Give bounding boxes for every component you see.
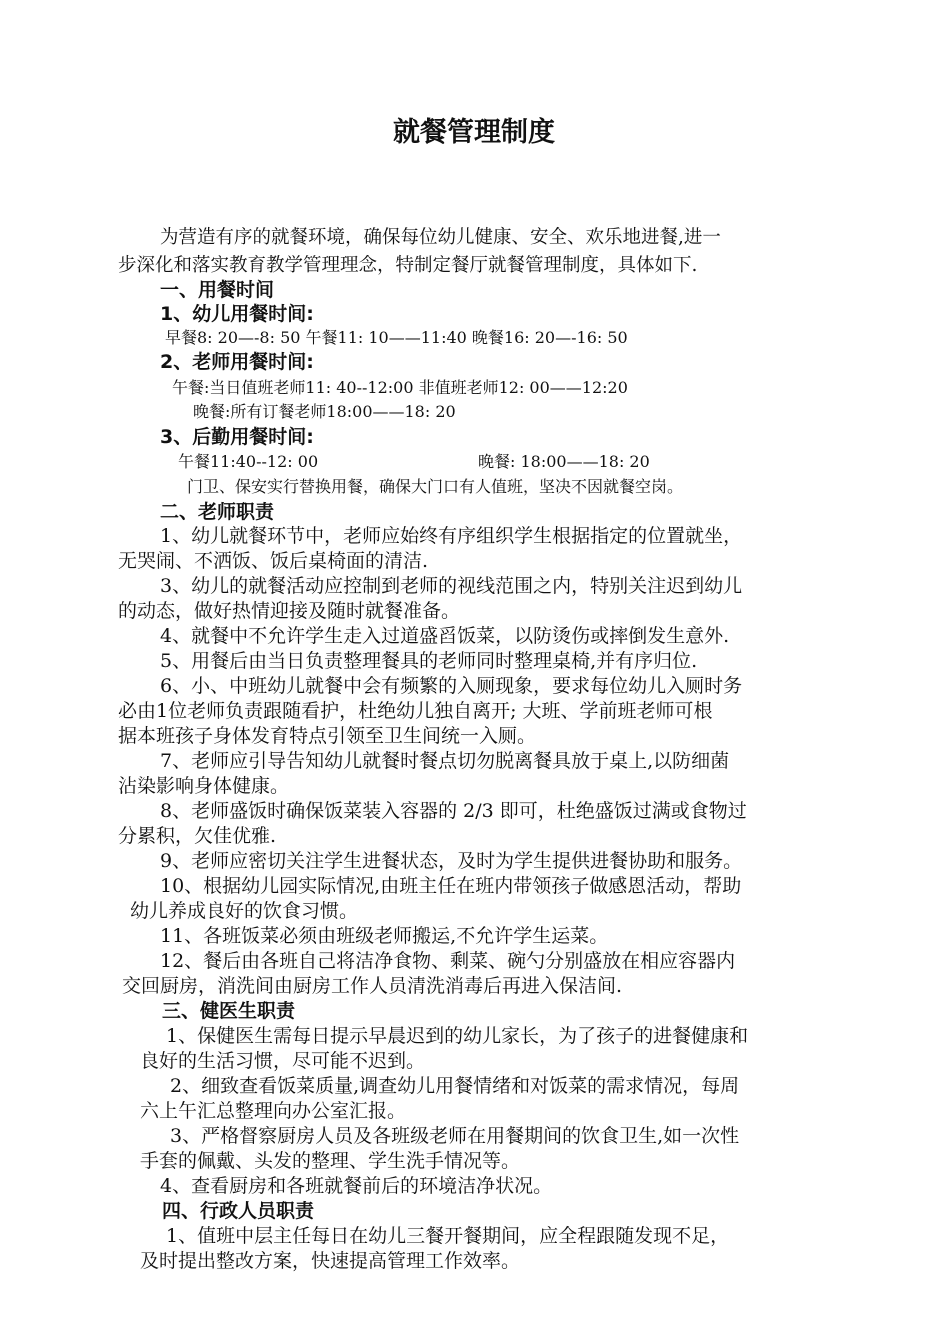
- paragraph-line: 及时提出整改方案，快速提高管理工作效率。: [140, 1250, 521, 1272]
- paragraph-line: 2、细致查看饭菜质量,调查幼儿用餐情绪和对饭菜的需求情况，每周: [170, 1075, 740, 1097]
- section-heading-admin-duties: 四、行政人员职责: [162, 1200, 315, 1222]
- paragraph-line: 幼儿养成良好的饮食习惯。: [130, 900, 359, 922]
- logistics-dinner-time: 晚餐: 18:00——18: 20: [478, 452, 650, 471]
- guard-rotation-note: 门卫、保安实行替换用餐，确保大门口有人值班，坚决不因就餐空岗。: [187, 477, 684, 496]
- logistics-lunch-time: 午餐11:40--12: 00: [178, 452, 319, 471]
- intro-line: 为营造有序的就餐环境，确保每位幼儿健康、安全、欢乐地进餐,进一: [160, 227, 721, 248]
- paragraph-line: 手套的佩戴、头发的整理、学生洗手情况等。: [140, 1150, 521, 1172]
- paragraph-line: 交回厨房，消洗间由厨房工作人员清洗消毒后再进入保洁间.: [122, 975, 623, 997]
- paragraph-line: 7、老师应引导告知幼儿就餐时餐点切勿脱离餐具放于桌上,以防细菌: [160, 750, 730, 772]
- paragraph-line: 良好的生活习惯，尽可能不迟到。: [140, 1050, 426, 1072]
- paragraph-line: 无哭闹、不洒饭、饭后桌椅面的清洁.: [118, 550, 429, 572]
- teacher-dinner-times: 晚餐:所有订餐老师18:00——18: 20: [193, 402, 456, 421]
- paragraph-line: 8、老师盛饭时确保饭菜装入容器的 2/3 即可，杜绝盛饭过满或食物过: [160, 800, 747, 822]
- paragraph-line: 4、就餐中不允许学生走入过道盛舀饭菜，以防烫伤或摔倒发生意外.: [160, 625, 730, 647]
- paragraph-line: 1、值班中层主任每日在幼儿三餐开餐期间，应全程跟随发现不足，: [166, 1225, 730, 1247]
- paragraph-line: 3、严格督察厨房人员及各班级老师在用餐期间的饮食卫生,如一次性: [170, 1125, 740, 1147]
- paragraph-line: 必由1位老师负责跟随看护，杜绝幼儿独自离开; 大班、学前班老师可根: [118, 700, 713, 722]
- section-heading-teacher-duties: 二、老师职责: [160, 501, 275, 523]
- paragraph-line: 4、查看厨房和各班就餐前后的环境洁净状况。: [160, 1175, 553, 1197]
- paragraph-line: 6、小、中班幼儿就餐中会有频繁的入厕现象，要求每位幼儿入厕时务: [160, 675, 743, 697]
- paragraph-line: 9、老师应密切关注学生进餐状态，及时为学生提供进餐协助和服务。: [160, 850, 743, 872]
- paragraph-line: 分累积，欠佳优雅.: [118, 825, 277, 847]
- paragraph-line: 1、保健医生需每日提示早晨迟到的幼儿家长，为了孩子的进餐健康和: [166, 1025, 749, 1047]
- paragraph-line: 11、各班饭菜必须由班级老师搬运,不允许学生运菜。: [160, 925, 609, 947]
- paragraph-line: 六上午汇总整理向办公室汇报。: [140, 1100, 407, 1122]
- subheading-child-meal-time: 1、幼儿用餐时间:: [160, 303, 314, 325]
- section-heading-meal-time: 一、用餐时间: [160, 279, 275, 301]
- paragraph-line: 3、幼儿的就餐活动应控制到老师的视线范围之内，特别关注迟到幼儿: [160, 575, 743, 597]
- paragraph-line: 据本班孩子身体发育特点引领至卫生间统一入厕。: [118, 725, 537, 747]
- paragraph-line: 12、餐后由各班自己将洁净食物、剩菜、碗勺分别盛放在相应容器内: [160, 950, 736, 972]
- child-meal-times: 早餐8: 20—-8: 50 午餐11: 10——11:40 晚餐16: 20—-16: 50: [165, 328, 628, 347]
- page-title: 就餐管理制度: [393, 117, 555, 148]
- paragraph-line: 的动态，做好热情迎接及随时就餐准备。: [118, 600, 461, 622]
- paragraph-line: 10、根据幼儿园实际情况,由班主任在班内带领孩子做感恩活动，帮助: [160, 875, 742, 897]
- subheading-logistics-meal-time: 3、后勤用餐时间:: [160, 426, 314, 448]
- teacher-lunch-times: 午餐:当日值班老师11: 40--12:00 非值班老师12: 00——12:20: [172, 378, 628, 397]
- paragraph-line: 1、幼儿就餐环节中，老师应始终有序组织学生根据指定的位置就坐，: [160, 525, 743, 547]
- paragraph-line: 沾染影响身体健康。: [118, 775, 290, 797]
- subheading-teacher-meal-time: 2、老师用餐时间:: [160, 351, 314, 373]
- section-heading-doctor-duties: 三、健医生职责: [162, 1000, 296, 1022]
- intro-line: 步深化和落实教育教学管理理念，特制定餐厅就餐管理制度，具体如下.: [118, 255, 698, 276]
- paragraph-line: 5、用餐后由当日负责整理餐具的老师同时整理桌椅,并有序归位.: [160, 650, 698, 672]
